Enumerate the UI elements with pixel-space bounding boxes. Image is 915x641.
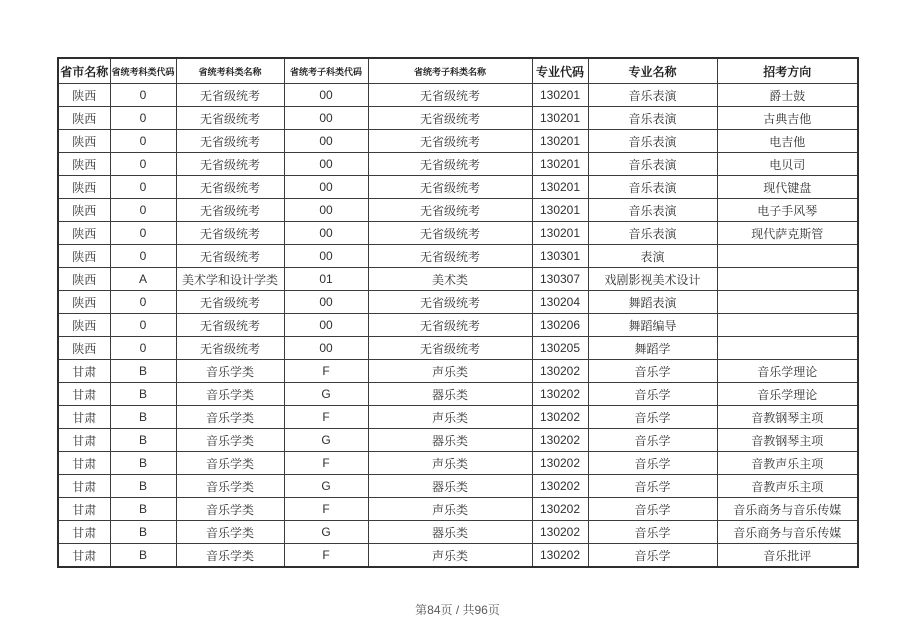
- table-cell: 音乐学类: [176, 360, 284, 383]
- table-cell: 音乐表演: [588, 176, 717, 199]
- table-cell: 无省级统考: [176, 130, 284, 153]
- table-cell: 音教声乐主项: [717, 475, 858, 498]
- table-cell: 陕西: [58, 176, 110, 199]
- table-cell: 00: [284, 84, 368, 107]
- table-cell: 130201: [532, 107, 588, 130]
- table-cell: 130202: [532, 452, 588, 475]
- table-cell: G: [284, 475, 368, 498]
- table-cell: B: [110, 383, 176, 406]
- table-cell: 甘肃: [58, 360, 110, 383]
- table-cell: 无省级统考: [176, 153, 284, 176]
- table-cell: 爵士鼓: [717, 84, 858, 107]
- table-cell: 01: [284, 268, 368, 291]
- table-cell: 甘肃: [58, 429, 110, 452]
- table-cell: 陕西: [58, 199, 110, 222]
- table-cell: 无省级统考: [368, 176, 532, 199]
- table-cell: 音教声乐主项: [717, 452, 858, 475]
- table-cell: 音乐学类: [176, 406, 284, 429]
- table-cell: 00: [284, 130, 368, 153]
- table-cell: 音乐学类: [176, 475, 284, 498]
- column-header: 省统考子科类名称: [368, 58, 532, 84]
- table-row: [58, 383, 858, 406]
- table-cell: 甘肃: [58, 452, 110, 475]
- table-cell: F: [284, 498, 368, 521]
- table-cell: 陕西: [58, 84, 110, 107]
- table-cell: 无省级统考: [176, 337, 284, 360]
- table-cell: 130201: [532, 153, 588, 176]
- table-cell: B: [110, 475, 176, 498]
- table-cell: 表演: [588, 245, 717, 268]
- table-cell: 0: [110, 84, 176, 107]
- table-cell: [717, 268, 858, 291]
- table-cell: 陕西: [58, 291, 110, 314]
- table-cell: 130301: [532, 245, 588, 268]
- table-cell: [717, 337, 858, 360]
- admission-table: [57, 57, 859, 568]
- table-cell: 130307: [532, 268, 588, 291]
- table-row: [58, 544, 858, 568]
- table-cell: 0: [110, 107, 176, 130]
- table-cell: 声乐类: [368, 544, 532, 568]
- table-cell: 0: [110, 291, 176, 314]
- table-cell: G: [284, 429, 368, 452]
- table-row: [58, 268, 858, 291]
- table-cell: B: [110, 498, 176, 521]
- table-row: [58, 222, 858, 245]
- table-cell: 舞蹈学: [588, 337, 717, 360]
- table-cell: 音乐学: [588, 498, 717, 521]
- table-cell: 音乐学类: [176, 383, 284, 406]
- table-cell: 现代键盘: [717, 176, 858, 199]
- table-cell: 00: [284, 314, 368, 337]
- table-cell: 无省级统考: [368, 153, 532, 176]
- table-cell: 130201: [532, 130, 588, 153]
- table-cell: 00: [284, 222, 368, 245]
- table-cell: 现代萨克斯管: [717, 222, 858, 245]
- table-cell: 陕西: [58, 314, 110, 337]
- table-cell: 无省级统考: [368, 199, 532, 222]
- table-cell: 甘肃: [58, 521, 110, 544]
- table-row: [58, 245, 858, 268]
- table-cell: 无省级统考: [368, 84, 532, 107]
- table-row: [58, 314, 858, 337]
- table-cell: 130202: [532, 498, 588, 521]
- table-cell: 音乐学: [588, 544, 717, 568]
- table-cell: 音乐学: [588, 521, 717, 544]
- table-cell: 无省级统考: [176, 222, 284, 245]
- table-cell: 陕西: [58, 268, 110, 291]
- column-header: 省统考子科类代码: [284, 58, 368, 84]
- table-cell: 00: [284, 176, 368, 199]
- page-indicator: 第84页 / 共96页: [415, 603, 500, 617]
- table-header-row: [58, 58, 858, 84]
- column-header: 招考方向: [717, 58, 858, 84]
- table-cell: 音乐学类: [176, 544, 284, 568]
- table-cell: 声乐类: [368, 452, 532, 475]
- table-cell: 音乐学理论: [717, 360, 858, 383]
- table-cell: 00: [284, 291, 368, 314]
- table-cell: 无省级统考: [176, 199, 284, 222]
- table-cell: 甘肃: [58, 383, 110, 406]
- table-row: [58, 199, 858, 222]
- table-cell: 无省级统考: [176, 176, 284, 199]
- table-cell: 0: [110, 314, 176, 337]
- table-cell: 130202: [532, 406, 588, 429]
- table-cell: 无省级统考: [176, 107, 284, 130]
- table-cell: 音乐学: [588, 429, 717, 452]
- table-cell: 音乐学: [588, 406, 717, 429]
- table-cell: 器乐类: [368, 383, 532, 406]
- table-cell: 陕西: [58, 222, 110, 245]
- table-cell: 音乐表演: [588, 84, 717, 107]
- column-header: 省市名称: [58, 58, 110, 84]
- table-cell: 无省级统考: [368, 107, 532, 130]
- table-cell: A: [110, 268, 176, 291]
- table-cell: 无省级统考: [368, 130, 532, 153]
- table-cell: 音乐表演: [588, 107, 717, 130]
- table-cell: 无省级统考: [176, 291, 284, 314]
- table-cell: 无省级统考: [368, 245, 532, 268]
- table-row: [58, 337, 858, 360]
- table-cell: 电子手风琴: [717, 199, 858, 222]
- table-cell: 0: [110, 337, 176, 360]
- column-header: 专业名称: [588, 58, 717, 84]
- table-cell: 00: [284, 107, 368, 130]
- table-cell: 音乐学: [588, 452, 717, 475]
- table-cell: 130201: [532, 176, 588, 199]
- table-cell: 舞蹈编导: [588, 314, 717, 337]
- table-cell: F: [284, 406, 368, 429]
- table-cell: 音乐学类: [176, 498, 284, 521]
- table-row: [58, 291, 858, 314]
- table-cell: G: [284, 521, 368, 544]
- table-row: [58, 176, 858, 199]
- table-cell: F: [284, 544, 368, 568]
- table-cell: 电贝司: [717, 153, 858, 176]
- table-cell: 130202: [532, 360, 588, 383]
- table-cell: 甘肃: [58, 498, 110, 521]
- table-row: [58, 153, 858, 176]
- table-cell: 音乐学类: [176, 429, 284, 452]
- table-cell: 器乐类: [368, 475, 532, 498]
- table-row: [58, 498, 858, 521]
- table-cell: 130204: [532, 291, 588, 314]
- table-cell: 声乐类: [368, 406, 532, 429]
- table-row: [58, 360, 858, 383]
- table-row: [58, 475, 858, 498]
- table-cell: 00: [284, 153, 368, 176]
- table-row: [58, 406, 858, 429]
- table-row: [58, 452, 858, 475]
- column-header: 省统考科类代码: [110, 58, 176, 84]
- table-cell: 甘肃: [58, 544, 110, 568]
- table-cell: 音乐批评: [717, 544, 858, 568]
- table-cell: 0: [110, 176, 176, 199]
- table-cell: 00: [284, 245, 368, 268]
- table-cell: 陕西: [58, 153, 110, 176]
- table-cell: F: [284, 360, 368, 383]
- table-cell: 无省级统考: [176, 84, 284, 107]
- table-cell: B: [110, 406, 176, 429]
- table-cell: B: [110, 544, 176, 568]
- table-cell: 甘肃: [58, 406, 110, 429]
- table-cell: 器乐类: [368, 521, 532, 544]
- table-cell: 音乐商务与音乐传媒: [717, 521, 858, 544]
- table-row: [58, 521, 858, 544]
- table-cell: 美术类: [368, 268, 532, 291]
- table-cell: 130201: [532, 84, 588, 107]
- table-cell: 0: [110, 222, 176, 245]
- table-cell: 声乐类: [368, 498, 532, 521]
- table-cell: 音教钢琴主项: [717, 406, 858, 429]
- table-cell: 0: [110, 245, 176, 268]
- table-cell: [717, 314, 858, 337]
- table-cell: 音乐学: [588, 360, 717, 383]
- table-cell: 声乐类: [368, 360, 532, 383]
- table-cell: 美术学和设计学类: [176, 268, 284, 291]
- table-cell: 0: [110, 153, 176, 176]
- table-cell: 音乐学理论: [717, 383, 858, 406]
- table-cell: 音乐表演: [588, 222, 717, 245]
- table-row: [58, 84, 858, 107]
- table-cell: 音乐表演: [588, 199, 717, 222]
- table-cell: 130201: [532, 199, 588, 222]
- table-cell: B: [110, 521, 176, 544]
- table-cell: 陕西: [58, 130, 110, 153]
- table-cell: 音乐学类: [176, 452, 284, 475]
- table-cell: 130202: [532, 383, 588, 406]
- table-row: [58, 107, 858, 130]
- table-cell: 陕西: [58, 337, 110, 360]
- table-cell: 甘肃: [58, 475, 110, 498]
- table-cell: 音乐学: [588, 475, 717, 498]
- table-cell: 无省级统考: [368, 314, 532, 337]
- table-cell: 0: [110, 130, 176, 153]
- table-cell: 音乐学: [588, 383, 717, 406]
- table-cell: 无省级统考: [368, 337, 532, 360]
- table-cell: 舞蹈表演: [588, 291, 717, 314]
- table-cell: 130202: [532, 544, 588, 568]
- table-cell: [717, 291, 858, 314]
- table-cell: B: [110, 429, 176, 452]
- table-cell: 无省级统考: [368, 222, 532, 245]
- table-cell: 130202: [532, 429, 588, 452]
- table-cell: 古典吉他: [717, 107, 858, 130]
- table-cell: 无省级统考: [176, 245, 284, 268]
- table-cell: 130202: [532, 521, 588, 544]
- table-cell: 0: [110, 199, 176, 222]
- table-cell: 音乐表演: [588, 130, 717, 153]
- table-cell: 00: [284, 199, 368, 222]
- table-cell: 音教钢琴主项: [717, 429, 858, 452]
- table-cell: B: [110, 360, 176, 383]
- table-cell: 音乐表演: [588, 153, 717, 176]
- table-cell: 陕西: [58, 107, 110, 130]
- table-cell: [717, 245, 858, 268]
- column-header: 专业代码: [532, 58, 588, 84]
- table-cell: 130202: [532, 475, 588, 498]
- column-header: 省统考科类名称: [176, 58, 284, 84]
- table-cell: 00: [284, 337, 368, 360]
- table-row: [58, 429, 858, 452]
- table-cell: 无省级统考: [368, 291, 532, 314]
- table-cell: F: [284, 452, 368, 475]
- table-row: [58, 130, 858, 153]
- table-cell: 130205: [532, 337, 588, 360]
- table-cell: 器乐类: [368, 429, 532, 452]
- table-cell: 电吉他: [717, 130, 858, 153]
- table-cell: 音乐学类: [176, 521, 284, 544]
- table-cell: 130206: [532, 314, 588, 337]
- table-cell: B: [110, 452, 176, 475]
- table-cell: 戏剧影视美术设计: [588, 268, 717, 291]
- table-cell: 音乐商务与音乐传媒: [717, 498, 858, 521]
- table-cell: 130201: [532, 222, 588, 245]
- table-cell: 陕西: [58, 245, 110, 268]
- table-cell: 无省级统考: [176, 314, 284, 337]
- table-cell: G: [284, 383, 368, 406]
